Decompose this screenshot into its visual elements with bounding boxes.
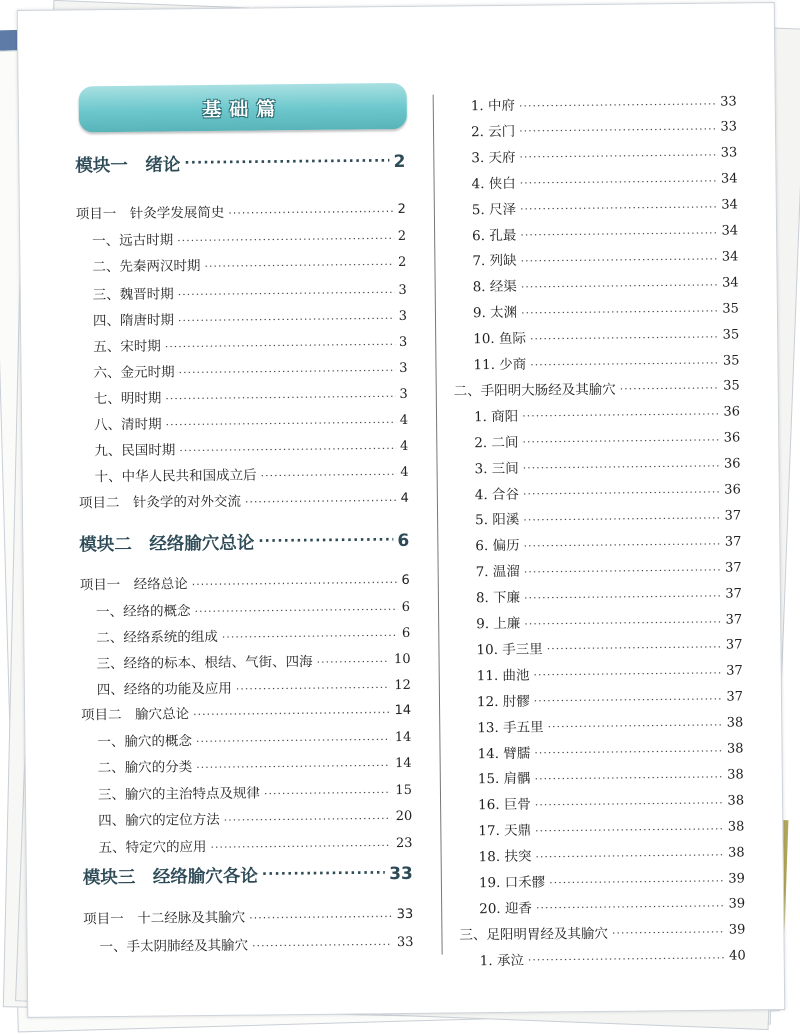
toc-entry [79,488,409,511]
toc-entry-page: 34 [721,249,739,265]
dot-leader [523,537,720,552]
toc-entry-label: 二、手阳明大肠经及其腧穴 [453,381,616,400]
toc-entry-page: 37 [725,586,742,602]
toc-entry-page: 4 [400,464,409,480]
toc-entry [94,384,408,407]
toc-entry [81,700,411,723]
toc-entry-acupoint [476,609,742,632]
toc-entry-page: 33 [720,93,737,110]
toc-entry-acupoint [476,635,742,658]
dot-leader [264,786,392,800]
toc-entry-label: 5. 阳溪 [475,512,520,529]
toc-entry-label: 项目二 针灸学的对外交流 [78,493,241,512]
dot-leader [196,733,391,748]
dot-leader [194,603,397,618]
toc-entry [96,623,410,646]
dot-leader [196,759,391,774]
dot-leader [192,576,398,591]
toc-entry-label: 一、腧穴的概念 [97,733,192,751]
toc-entry [93,306,407,329]
dot-leader [523,486,720,501]
toc-entry-acupoint [474,454,740,477]
toc-entry [96,597,410,620]
toc-entry-label: 一、远古时期 [92,232,174,250]
toc-entry-page: 3 [398,334,408,350]
toc-entry-label: 11. 少商 [473,356,527,374]
dot-leader [179,442,396,457]
toc-entry [99,932,413,955]
toc-entry-label: 20. 迎香 [479,900,533,918]
toc-entry-page: 15 [395,782,413,798]
toc-entry-page: 3 [399,360,408,376]
toc-entry-label: 四、腧穴的定位方法 [98,811,220,830]
toc-entry-acupoint [480,946,746,969]
toc-entry-acupoint [479,843,745,866]
toc-entry-page: 38 [727,819,745,835]
toc-entry [93,332,407,355]
toc-entry-label: 七、明时期 [93,390,162,408]
toc-entry [97,675,411,698]
dot-leader [210,839,392,854]
toc-entry-label: 二、经络系统的组成 [96,628,218,647]
toc-entry-label: 项目一 十二经脉及其腧穴 [83,909,246,928]
toc-entry-label: 18. 扶突 [478,848,532,866]
toc-entry-label: 14. 臂臑 [477,745,531,762]
dot-leader [224,812,392,827]
toc-entry-acupoint [472,221,738,244]
toc-entry-page: 33 [720,119,738,136]
toc-entry-acupoint [473,350,739,373]
dot-leader [165,338,395,353]
toc-entry-page: 6 [401,599,411,615]
dot-leader [535,848,724,863]
dot-leader [523,512,720,527]
toc-entry-label: 5. 尺泽 [471,201,517,218]
toc-entry-page: 38 [727,845,745,861]
toc-entry-label: 一、经络的概念 [95,603,191,621]
toc-entry [93,358,407,381]
toc-entry-label: 1. 商阳 [473,408,519,426]
toc-entry-acupoint [478,765,744,788]
toc-entry-label: 3. 三间 [474,460,519,477]
toc-entry-page: 34 [720,171,738,187]
dot-leader [520,175,717,190]
toc-entry-acupoint [478,817,744,840]
dot-leader [177,232,394,247]
toc-entry-acupoint [475,480,741,503]
toc-entry-page: 36 [723,404,741,420]
toc-entry-label: 三、足阳明胃经及其腧穴 [459,925,609,944]
toc-entry [93,280,407,303]
dot-leader [178,286,395,301]
toc-entry-page: 34 [721,197,738,213]
toc-entry-acupoint [479,868,745,891]
toc-entry-page: 4 [400,490,409,506]
dot-leader [519,149,716,164]
toc-entry-label: 二、腧穴的分类 [97,759,193,777]
toc-entry-page: 39 [728,896,746,912]
toc-entry-page: 36 [724,482,741,498]
toc-entry-page: 34 [721,223,739,239]
toc-entry-label: 六、金元时期 [93,364,175,382]
toc-entry-page: 35 [722,352,740,369]
toc-entry-page: 39 [728,922,746,938]
dot-leader [262,865,385,882]
toc-entry-label: 九、民国时期 [94,442,176,460]
toc-entry-acupoint [473,325,739,348]
toc-entry [80,570,410,593]
toc-entry-page: 33 [389,863,413,884]
toc-entry-label: 模块三 经络腧穴各论 [82,866,258,889]
dot-leader [519,123,716,138]
toc-entry-label: 项目二 腧穴总论 [81,706,190,724]
dot-leader [530,356,719,371]
dot-leader [184,153,389,171]
toc-entry-page: 2 [397,201,406,217]
dot-leader [620,382,720,396]
dot-leader [317,655,391,669]
toc-entry [94,410,408,433]
toc-entry-label: 2. 二间 [474,434,519,451]
toc-entry-label: 15. 肩髃 [477,771,531,788]
toc-entry [95,462,409,485]
toc-entry-page: 3 [398,282,407,298]
toc-entry-page: 38 [726,741,744,757]
toc-entry-acupoint [477,661,743,684]
toc-entry-page: 6 [401,625,411,641]
dot-leader [547,641,722,656]
toc-entry-page: 23 [395,835,413,851]
dot-leader [524,615,721,630]
dot-leader [536,900,725,915]
toc-entry-acupoint [479,894,745,917]
toc-entry-acupoint [475,532,741,555]
dot-leader [222,629,398,644]
toc-entry-label: 7. 温溜 [475,563,520,581]
dot-leader [534,745,723,760]
dot-leader [520,201,717,216]
column-divider [433,95,443,955]
dot-leader [258,532,393,549]
toc-entry-label: 19. 口禾髎 [478,874,546,892]
toc-entry-acupoint [472,247,738,270]
toc-entry-label: 三、魏晋时期 [92,286,174,304]
dot-leader [612,926,725,940]
toc-entry-page: 37 [724,508,742,524]
dot-leader [245,494,397,509]
toc-entry-page: 37 [726,663,743,679]
toc-entry-acupoint [477,687,743,710]
toc-entry-page: 37 [724,560,742,576]
dot-leader [166,416,396,431]
toc-entry [75,149,405,177]
toc-entry-label: 8. 下廉 [475,589,521,607]
toc-entry-label: 9. 太渊 [472,304,518,322]
dot-leader [522,408,719,423]
dot-leader [519,97,716,112]
toc-entry-page: 14 [394,702,412,718]
toc-entry-page: 40 [729,948,746,964]
toc-entry-label: 2. 云门 [470,123,516,141]
toc-entry-acupoint [477,739,743,762]
toc-entry-label: 模块一 绪论 [75,155,181,177]
toc-entry-label: 三、腧穴的主治特点及规律 [97,785,261,804]
toc-entry-page: 3 [399,386,408,402]
toc-entry-acupoint [474,428,740,451]
toc-entry-label: 8. 经渠 [472,279,517,296]
toc-entry-label: 6. 偏历 [475,538,520,555]
toc-entry-label: 八、清时期 [94,416,162,434]
toc-entry-page: 20 [395,808,413,824]
dot-leader [535,822,724,837]
toc-entry-page: 38 [727,793,745,809]
dot-leader [521,304,718,319]
dot-leader [520,227,717,242]
toc-entry-acupoint [476,584,742,607]
toc-entry [98,833,412,856]
toc-entry-label: 十、中华人民共和国成立后 [94,467,257,486]
toc-entry-acupoint [471,91,737,114]
toc-entry [83,861,413,889]
toc-entry-label: 4. 合谷 [474,486,520,503]
banner-title: 基础篇 [202,97,284,121]
toc-entry-label: 3. 天府 [471,149,516,167]
toc-entry [92,226,406,249]
toc-entry-label: 四、隋唐时期 [92,312,175,330]
toc-entry-label: 11. 曲池 [476,667,530,685]
toc-entry-label: 10. 手三里 [476,641,543,659]
toc-entry-page: 36 [723,430,741,446]
toc-entry-label: 7. 列缺 [472,253,517,270]
toc-entry-label: 1. 承泣 [479,952,524,969]
dot-leader [533,667,722,682]
toc-entry-page: 37 [725,611,743,628]
toc-entry-label: 一、手太阴肺经及其腧穴 [99,937,249,956]
toc-entry-acupoint [471,117,737,140]
toc-entry [92,252,406,275]
toc-entry-acupoint [472,195,738,218]
dot-leader [547,719,722,734]
toc-entry-acupoint [473,299,739,322]
dot-leader [522,434,719,449]
toc-entry-label: 1. 中府 [470,97,516,115]
dot-leader [249,910,393,925]
toc-entry-page: 38 [726,715,744,731]
toc-entry-acupoint [478,791,744,814]
toc-entry-page: 4 [399,438,409,454]
toc-entry-acupoint [473,273,739,296]
toc-entry-acupoint [477,713,743,736]
toc-entry [98,753,412,776]
toc-entry-label: 四、经络的功能及应用 [96,680,232,699]
toc-entry-page: 6 [397,530,410,551]
dot-leader [534,693,723,708]
toc-entry [96,649,410,672]
toc-entry-label: 9. 上廉 [476,615,521,633]
toc-entry [83,904,413,927]
toc-entry-page: 2 [393,151,406,172]
toc-entry-page: 6 [401,572,410,588]
toc-entry-label: 五、特定穴的应用 [98,839,207,857]
toc-entry-page: 33 [720,145,738,161]
toc-entry-label: 13. 手五里 [477,719,544,736]
toc-entry-label: 12. 肘髎 [476,693,530,710]
toc-entry-label: 6. 孔最 [472,227,517,244]
toc-entry-page: 12 [394,677,411,693]
toc-entry-page: 35 [723,378,740,395]
toc-page [17,2,786,1018]
dot-leader [530,330,719,345]
toc-entry-page: 4 [399,412,409,428]
dot-leader [521,278,718,293]
toc-entry [98,806,412,829]
toc-entry-page: 37 [726,689,744,705]
toc-entry-acupoint [471,143,737,166]
dot-leader [524,589,721,604]
toc-entry-label: 模块二 经络腧穴总论 [79,533,255,556]
toc-entry-page: 10 [393,651,411,667]
dot-leader [549,874,724,889]
toc-entry-page: 14 [395,755,412,771]
toc-entry-page: 37 [724,534,742,550]
toc-entry [97,727,411,750]
dot-leader [524,563,721,578]
dot-leader [535,771,724,786]
dot-leader [165,390,395,405]
toc-entry [79,528,409,556]
toc-entry-page: 14 [394,729,412,745]
dot-leader [521,253,718,268]
toc-entry-page: 37 [725,637,743,653]
dot-leader [535,796,724,811]
toc-entry-page: 36 [723,456,741,472]
toc-entry-acupoint [459,920,745,943]
toc-entry-page: 2 [397,228,407,244]
toc-entry-page: 34 [722,275,739,291]
toc-entry-label: 三、经络的标本、根结、气街、四海 [96,653,313,673]
toc-entry-acupoint [474,402,740,425]
toc-entry-page: 35 [722,327,740,343]
toc-entry-label: 五、宋时期 [93,338,161,356]
toc-entry [76,199,406,222]
dot-leader [236,681,391,696]
toc-entry-page: 33 [396,934,414,950]
toc-entry-page: 33 [396,906,414,922]
dot-leader [528,952,725,967]
toc-entry-page: 3 [398,308,408,324]
toc-entry-label: 项目一 经络总论 [79,576,188,594]
toc-entry-label: 二、先秦两汉时期 [92,258,201,276]
section-banner [79,83,407,132]
dot-leader [523,460,720,475]
dot-leader [178,312,395,327]
dot-leader [193,706,391,721]
dot-leader [178,364,395,379]
toc-entry-page: 35 [722,301,739,317]
toc-entry-label: 16. 巨骨 [478,796,531,814]
toc-entry-acupoint [476,558,742,581]
toc-entry [94,436,408,459]
toc-entry-page: 39 [728,870,745,887]
toc-entry-acupoint [454,376,740,399]
toc-entry-label: 10. 鱼际 [473,330,527,348]
toc-entry-label: 项目一 针灸学发展简史 [75,204,225,223]
toc-entry-label: 4. 侠白 [471,175,516,192]
toc-entry [98,780,412,803]
toc-entry-acupoint [471,169,737,192]
dot-leader [228,205,393,220]
toc-entry-page: 38 [727,767,744,783]
toc-entry-acupoint [475,506,741,529]
toc-entry-label: 17. 天鼎 [478,822,532,840]
toc-entry-page: 2 [398,254,407,270]
dot-leader [261,468,397,482]
dot-leader [204,258,394,273]
dot-leader [252,938,393,952]
